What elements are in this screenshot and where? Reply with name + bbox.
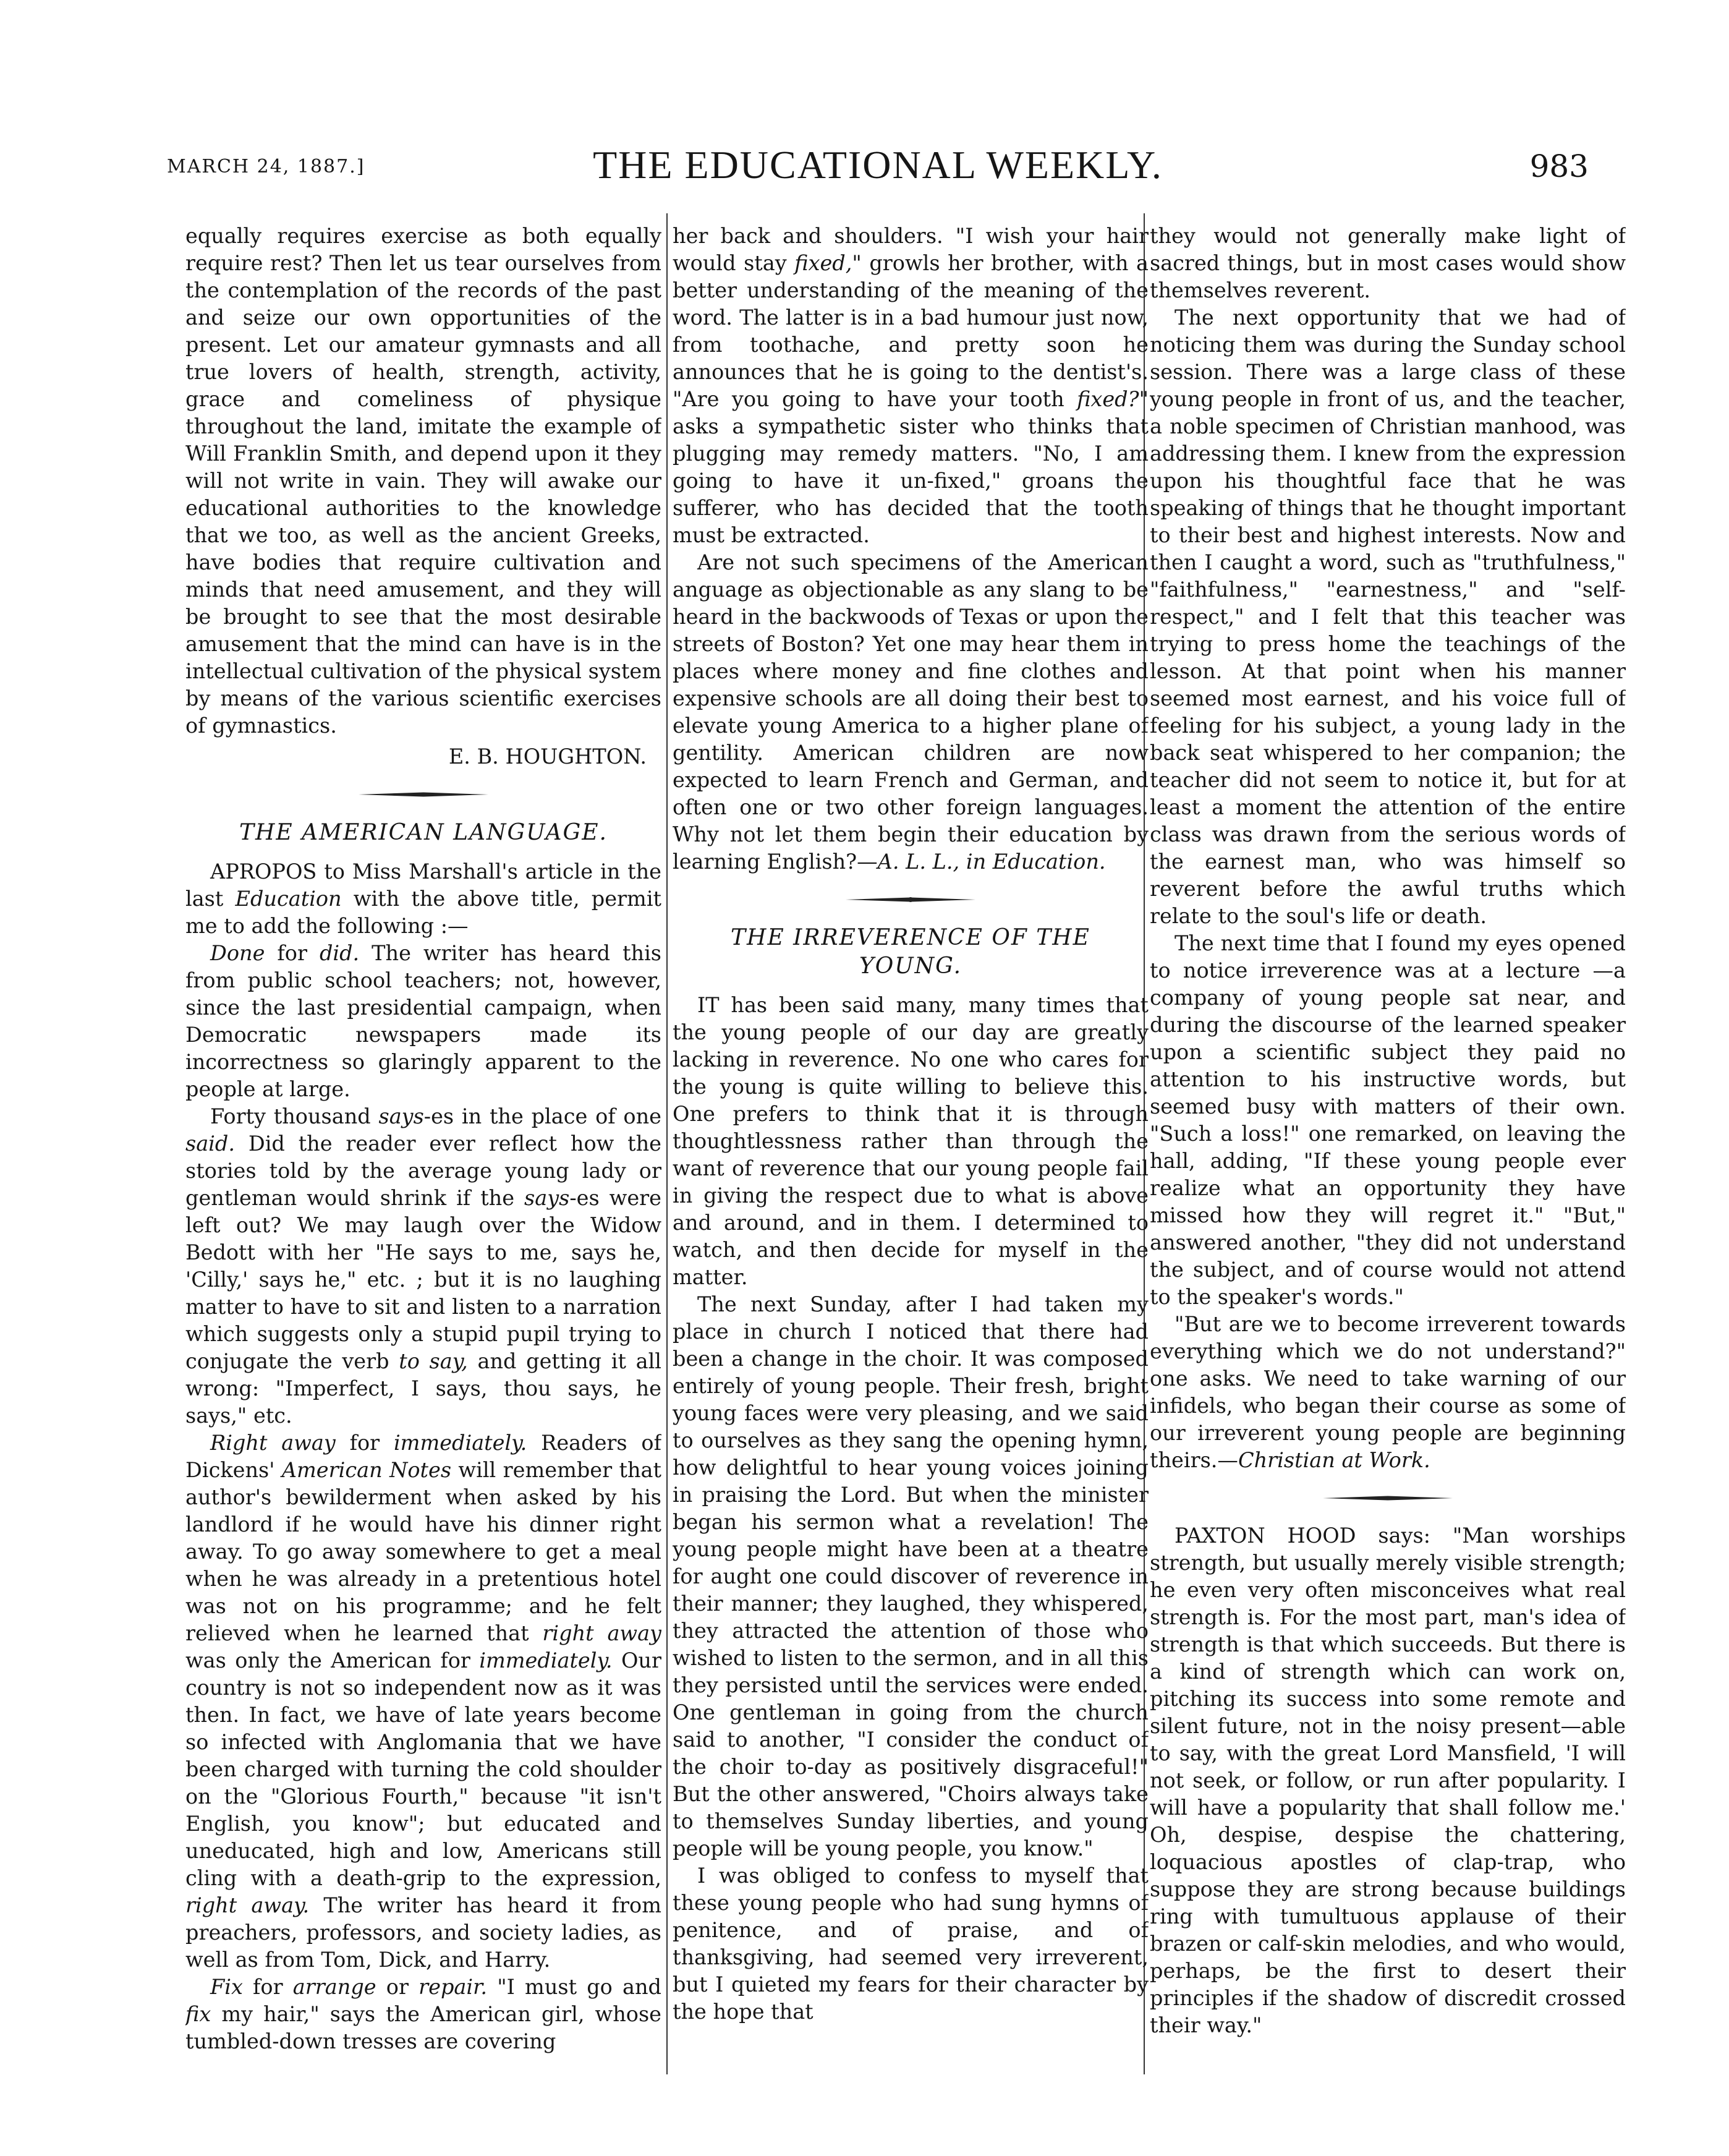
column-3	[1150, 223, 1626, 2071]
column-rule	[666, 213, 668, 2074]
article-heading: THE AMERICAN LANGUAGE.	[239, 820, 608, 845]
paragraph: IT has been said many, many times that the young people of our day are greatly lacking in reverence. No one who cares for the young is quite willing to believe this. One prefers to think that it is through thoughtlessness rather than through the want of reverence that our young people fail in giving the respect due to what is above and around, and in them. I determined to watch, and then decide for myself in the matter.	[673, 993, 1149, 1289]
paragraph: Done for did. The writer has heard this from public school teachers; not, however, since the last presidential campaign, when Democratic newspapers made its incorrectness so glaringly apparent to the people at large.	[185, 941, 661, 1101]
paragraph: Forty thousand says-es in the place of one said. Did the reader ever reflect how the stories told by the average young lady or gentleman would shrink if the says-es were left out? We may laugh over the Widow Bedott with her "He says to me, says he, 'Cilly,' says he," etc. ; but it is no laughing matter to have to sit and listen to a narration which suggests only a stupid pupil trying to conjugate the verb to say, and getting it all wrong: "Imperfect, I says, thou says, he says," etc.	[185, 1104, 661, 1428]
paragraph: her back and shoulders. "I wish your hair would stay fixed," growls her brother, with a better understanding of the meaning of the word. The latter is in a bad humour just now, from toothache, and pretty soon he announces that he is going to the dentist's. "Are you going to have your tooth fixed?" asks a sympathetic sister who thinks that plugging may remedy matters. "No, I am going to have it un-fixed," groans the sufferer, who has decided that the tooth must be extracted.	[673, 224, 1149, 547]
paragraph: The next Sunday, after I had taken my place in church I noticed that there had been a change in the choir. It was composed entirely of young people. Their fresh, bright young faces were very pleasing, and we said to ourselves as they sang the opening hymn, how delightful to hear young voices joining in praising the Lord. But when the minister began his sermon what a revelation! The young people might have been at a theatre for aught one could discover of reverence in their manner; they laughed, they whispered, they attracted the attention of those who wished to listen to the sermon, and in all this they persisted until the services were ended. One gentleman in going from the church said to another, "I consider the conduct of the choir to-day as positively disgraceful!" But the other answered, "Choirs always take to themselves Sunday liberties, and young people will be young people, you know."	[673, 1292, 1149, 1860]
page-header	[167, 142, 1589, 198]
page-number: 983	[1529, 148, 1589, 184]
column-2	[673, 223, 1149, 2071]
paragraph: The next time that I found my eyes opened to notice irreverence was at a lecture —a company of young people sat near, and during the discourse of the learned speaker upon a scientific subject they paid no attention to his instructive words, but seemed busy with matters of their own. "Such a loss!" one remarked, on leaving the hall, adding, "If these young people ever realize what an opportunity they have missed how they will regret it." "But," answered another, "they did not understand the subject, and of course would not attend to the speaker's words."	[1150, 931, 1626, 1309]
issue-date: MARCH 24, 1887.]	[167, 156, 365, 177]
paragraph: they would not generally make light of sacred things, but in most cases would show themselves reverent.	[1150, 224, 1626, 302]
article-heading: THE IRREVERENCE OF THE YOUNG.	[731, 925, 1090, 979]
paragraph: equally requires exercise as both equally require rest? Then let us tear ourselves from the contemplation of the records of the past and seize our own opportunities of the present. Let our amateur gymnasts and all true lovers of health, strength, activity, grace and comeliness of physique throughout the land, imitate the example of Will Franklin Smith, and depend upon it they will not write in vain. They will awake our educational authorities to the knowledge that we too, as well as the ancient Greeks, have bodies that require cultivation and minds that need amusement, and they will be brought to see that the most desirable amusement that the mind can have is in the intellectual cultivation of the physical system by means of the various scientific exercises of gymnastics.	[185, 224, 661, 738]
paragraph: Right away for immediately. Readers of Dickens' American Notes will remember that author's bewilderment when asked by his landlord if he would have his dinner right away. To go away somewhere to get a meal when he was already in a pretentious hotel was not on his programme; and he felt relieved when he learned that right away was only the American for immediately. Our country is not so independent now as it was then. In fact, we have of late years become so infected with Anglomania that we have been charged with turning the cold shoulder on the "Glorious Fourth," because "it isn't English, you know"; but educated and uneducated, high and low, Americans still cling with a death-grip to the expression, right away. The writer has heard it from preachers, professors, and society ladies, as well as from Tom, Dick, and Harry.	[185, 1431, 661, 1972]
paragraph: Are not such specimens of the American anguage as objectionable as any slang to be heard in the backwoods of Texas or upon the streets of Boston? Yet one may hear them in places where money and fine clothes and expensive schools are all doing their best to elevate young America to a higher plane of gentility. American children are now expected to learn French and German, and often one or two other foreign languages. Why not let them begin their education by learning English?—A. L. L., in Education.	[673, 550, 1149, 874]
section-divider-ornament	[1323, 1495, 1453, 1501]
paragraph: APROPOS to Miss Marshall's article in the last Education with the above title, permit me to add the following :—	[185, 859, 661, 938]
journal-title: THE EDUCATIONAL WEEKLY.	[593, 143, 1163, 187]
paragraph: Fix for arrange or repair. "I must go and fix my hair," says the American girl, whose tumbled-down tresses are covering	[185, 1975, 661, 2053]
paragraph: The next opportunity that we had of noticing them was during the Sunday school session. There was a large class of these young people in front of us, and the teacher, a noble specimen of Christian manhood, was addressing them. I knew from the expression upon his thoughtful face that he was speaking of things that he thought important to their best and highest interests. Now and then I caught a word, such as "truthfulness," "faithfulness," "earnestness," and "self-respect," and I felt that this teacher was trying to press home the teachings of the lesson. At that point when his manner seemed most earnest, and his voice full of feeling for his subject, a young lady in the back seat whispered to her companion; the teacher did not seem to notice it, but for at least a moment the attention of the entire class was drawn from the serious words of the earnest man, who was himself so reverent before the awful truths which relate to the soul's life or death.	[1150, 305, 1626, 928]
paragraph: PAXTON HOOD says: "Man worships strength, but usually merely visible strength; he even very often misconceives what real strength is. For the most part, man's idea of strength is that which succeeds. But there is a kind of strength which can work on, pitching its success into some remote and silent future, not in the noisy present—able to say, with the great Lord Mansfield, 'I will not seek, or follow, or run after popularity. I will have a popularity that shall follow me.' Oh, despise, despise the chattering, loquacious apostles of clap-trap, who suppose they are strong because buildings ring with tumultuous applause of their brazen or calf-skin melodies, and who would, perhaps, be the first to desert their principles if the shadow of discredit crossed their way."	[1150, 1523, 1626, 2037]
section-divider-ornament	[359, 791, 488, 798]
paragraph: I was obliged to confess to myself that these young people who had sung hymns of penitence, and of praise, and of thanksgiving, had seemed very irreverent, but I quieted my fears for their character by the hope that	[673, 1864, 1149, 2024]
paragraph: "But are we to become irreverent towards everything which we do not understand?" one asks. We need to take warning of our infidels, who began their course as some of our irreverent young people are beginning theirs.—Christian at Work.	[1150, 1312, 1626, 1472]
author-signature: E. B. HOUGHTON.	[448, 744, 647, 769]
section-divider-ornament	[846, 897, 975, 903]
column-1	[185, 223, 661, 2071]
